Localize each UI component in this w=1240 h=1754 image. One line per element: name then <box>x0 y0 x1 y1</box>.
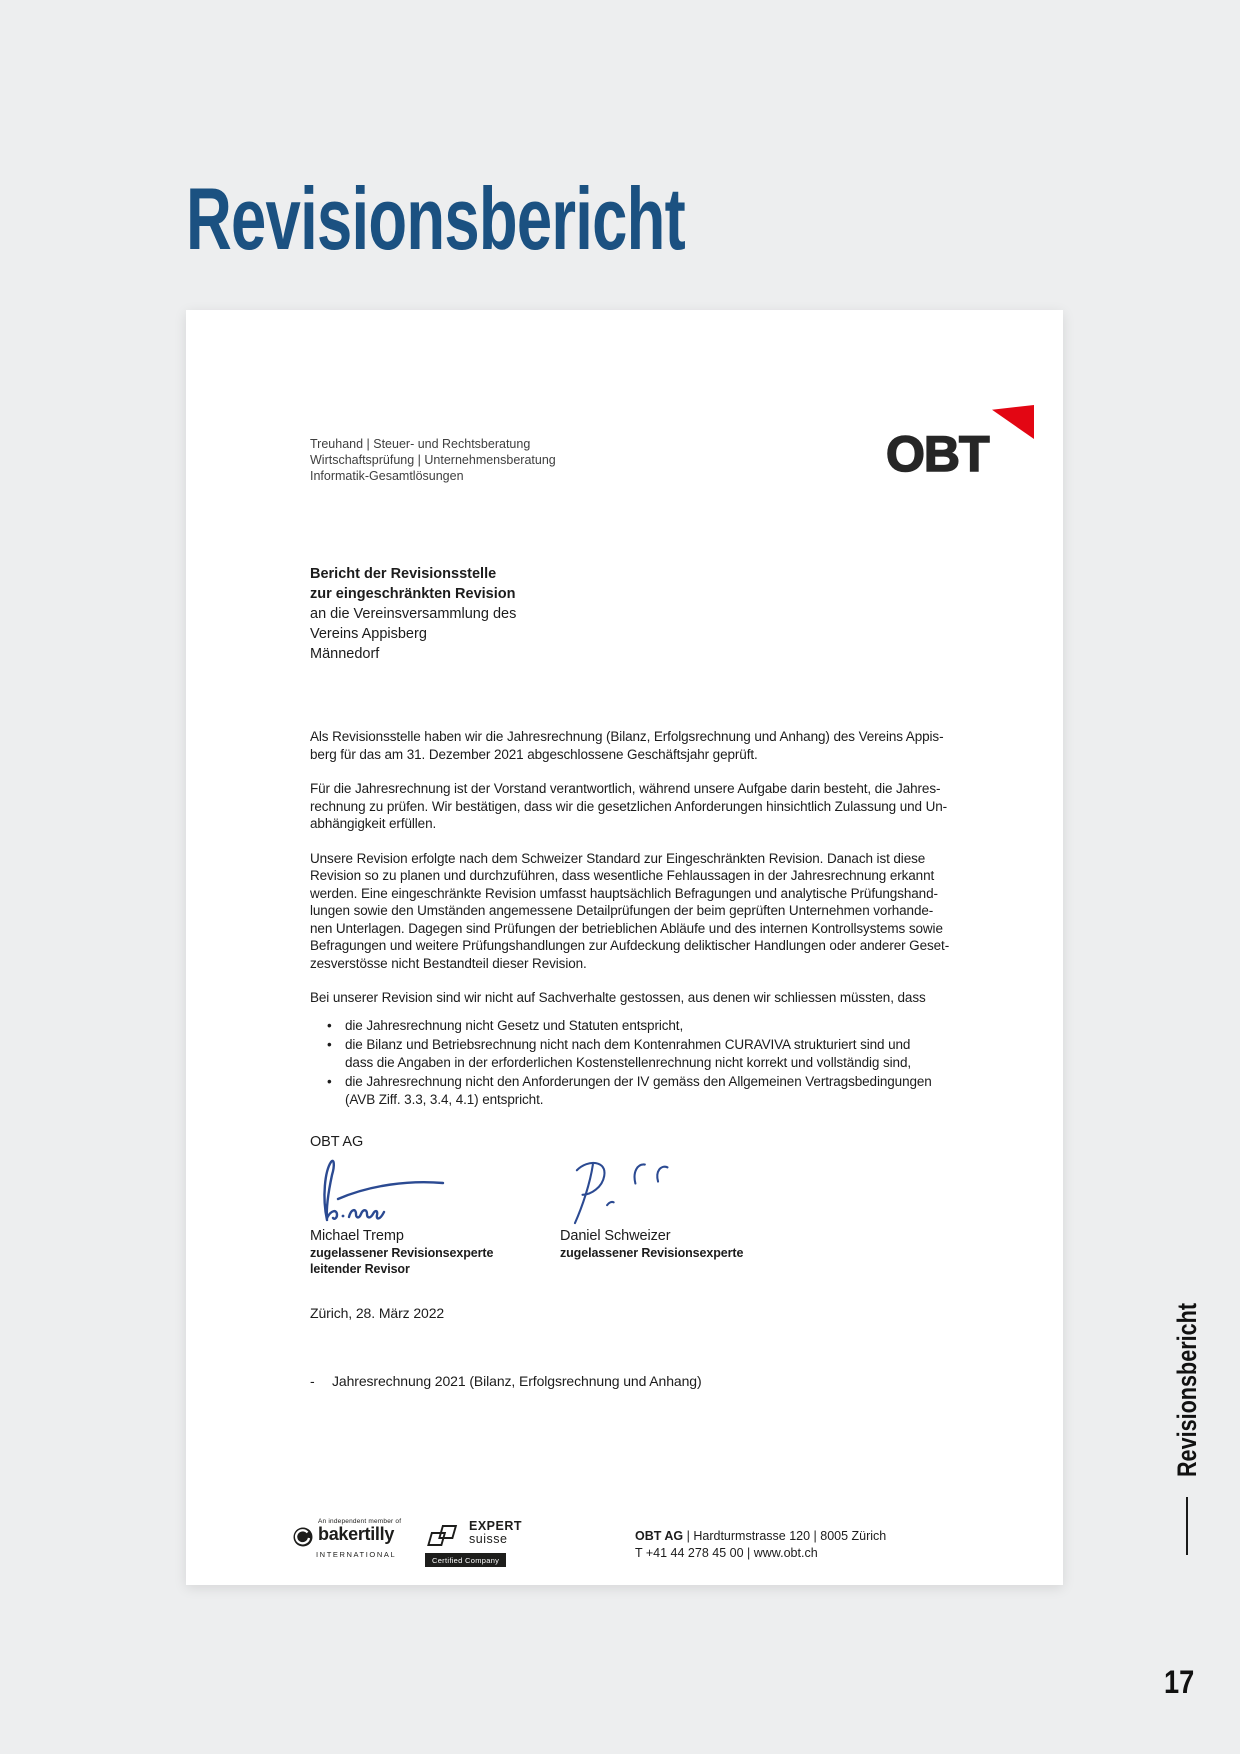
paragraph-1: Als Revisionsstelle haben wir die Jahresrechnung (Bilanz, Erfolgsrechnung und Anhang) des Vereins Appis- berg für das am 31. Dezember 2021 abgeschlossene Geschäftsjahr geprüft. <box>310 729 944 762</box>
bakertilly-member-text: An independent member of <box>318 1518 402 1525</box>
page-number: 17 <box>1164 1664 1195 1700</box>
expert-suisse-line2: suisse <box>469 1532 508 1546</box>
signer-role: zugelassener Revisionsexperte <box>310 1246 494 1260</box>
bakertilly-name: bakertilly <box>318 1524 395 1544</box>
footer-company: OBT AG <box>635 1529 684 1543</box>
recipient-address: an die Vereinsversammlung des Vereins Appisberg Männedorf <box>310 606 517 662</box>
bullet-text: die Jahresrechnung nicht Gesetz und Statuten entspricht, <box>345 1017 684 1033</box>
bullet-marker-icon: • <box>327 1017 332 1033</box>
obt-logo-triangle-icon <box>992 405 1034 439</box>
enclosure-dash: - <box>310 1372 315 1389</box>
footer-address-line2: T +41 44 278 45 00 | www.obt.ch <box>635 1545 818 1560</box>
bakertilly-international-text: INTERNATIONAL <box>316 1550 397 1559</box>
expert-suisse-icon <box>425 1522 463 1548</box>
paragraph-4: Bei unserer Revision sind wir nicht auf Sachverhalte gestossen, aus denen wir schliessen müssten, dass <box>310 990 926 1005</box>
obt-logo <box>886 405 1036 485</box>
footer-address-line1 <box>635 1528 886 1545</box>
footer-address <box>635 1528 886 1561</box>
bullet-item <box>310 1017 960 1035</box>
expert-suisse-certified-badge: Certified Company <box>425 1553 506 1567</box>
signature-daniel-schweizer-icon <box>560 1157 690 1225</box>
bullet-marker-icon: • <box>327 1037 332 1052</box>
signer-role: zugelassener Revisionsexperte <box>560 1246 744 1260</box>
bakertilly-logo <box>293 1518 401 1559</box>
letter-body <box>310 728 960 1390</box>
enclosure-line <box>310 1373 960 1391</box>
signer-daniel-schweizer <box>560 1157 820 1277</box>
company-name: OBT AG <box>310 1134 364 1150</box>
enclosure-text: Jahresrechnung 2021 (Bilanz, Erfolgsrechnung und Anhang) <box>332 1372 702 1389</box>
bullet-marker-icon: • <box>327 1074 332 1089</box>
services-block: Treuhand | Steuer- und Rechtsberatung Wirtschaftsprüfung | Unternehmensberatung Informatik-Gesamtlösungen <box>310 437 556 483</box>
page-title: Revisionsbericht <box>186 169 686 268</box>
signature-row <box>310 1157 960 1277</box>
obt-logo-text: OBT <box>886 426 989 482</box>
paragraph-3: Unsere Revision erfolgte nach dem Schweizer Standard zur Eingeschränkten Revision. Danach ist diese Revision so zu planen und durchzuführen, dass wesentliche Fehlaussagen in der Jahresrechnung erkannt werden. Eine eingeschränkte Revision umfasst hauptsächlich Befragungen und analytische Prüfungshand- lungen sowie den Umständen angemessene Detailprüfungen der beim geprüften Unternehmen vorhande- nen Unterlagen. Dagegen sind Prüfungen der betrieblichen Abläufe und des internen Kontrollsystems sowie Befragungen und weitere Prüfungshandlungen zur Aufdeckung deliktischer Handlungen oder anderer Geset- zesverstösse nicht Bestandteil dieser Revision. <box>310 850 950 971</box>
recipient-block <box>310 564 516 664</box>
footer-street: | Hardturmstrasse 120 | 8005 Zürich <box>683 1529 887 1543</box>
date-line: Zürich, 28. März 2022 <box>310 1305 445 1321</box>
bakertilly-icon <box>293 1527 313 1547</box>
bullet-item <box>310 1073 960 1108</box>
signer-name: Daniel Schweizer <box>560 1228 671 1244</box>
bullet-text: die Jahresrechnung nicht den Anforderungen der IV gemäss den Allgemeinen Vertragsbedingungen (AVB Ziff. 3.3, 3.4, 4.1) entspricht. <box>345 1074 932 1107</box>
bullet-text: die Bilanz und Betriebsrechnung nicht nach dem Kontenrahmen CURAVIVA strukturiert sind und dass die Angaben in der erforderlichen Kostenstellenrechnung nicht korrekt und vollständig sind, <box>345 1037 912 1070</box>
recipient-subject: Bericht der Revisionsstelle zur eingeschränkten Revision <box>310 566 516 602</box>
paragraph-2: Für die Jahresrechnung ist der Vorstand verantwortlich, während unsere Aufgabe darin besteht, die Jahres- rechnung zu prüfen. Wir bestätigen, dass wir die gesetzlichen Anforderungen hinsichtlich Zulassung und Un- abhängigkeit erfüllen. <box>310 781 948 831</box>
expert-suisse-line1: EXPERT <box>469 1519 523 1533</box>
sidebar-chapter-label: Revisionsbericht <box>1172 1302 1202 1478</box>
signer-michael-tremp <box>310 1157 560 1277</box>
bullet-item <box>310 1036 960 1071</box>
signer-name: Michael Tremp <box>310 1228 404 1244</box>
signature-michael-tremp-icon <box>310 1157 450 1225</box>
signer-role: leitender Revisor <box>310 1262 410 1276</box>
bullet-list <box>310 1017 960 1109</box>
expert-suisse-logo <box>425 1520 522 1568</box>
letter-sheet <box>186 310 1063 1585</box>
sidebar-rule <box>1186 1497 1188 1555</box>
